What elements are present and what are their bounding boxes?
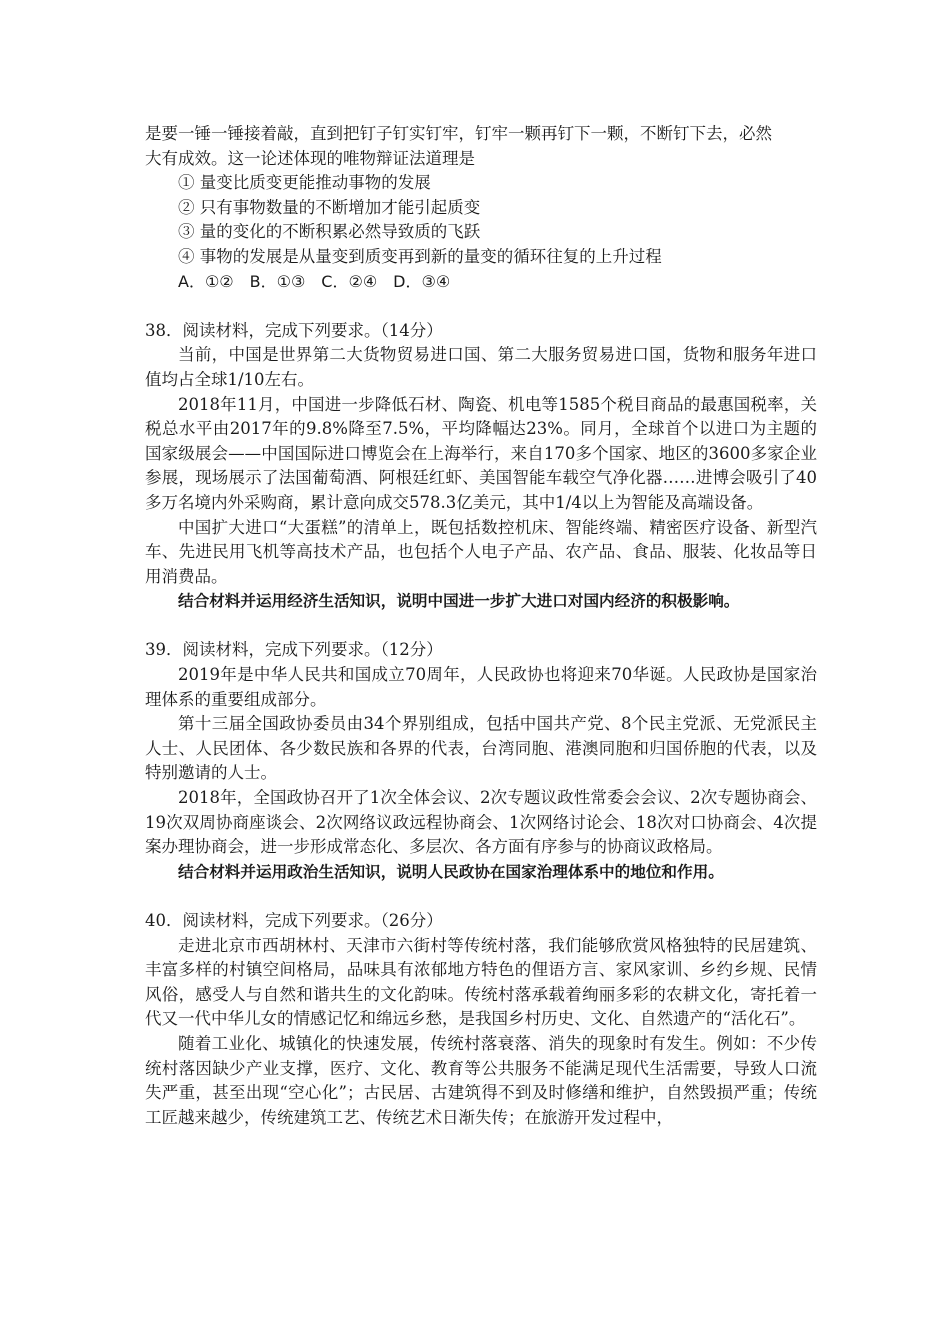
q40-paragraph: 随着工业化、城镇化的快速发展，传统村落衰落、消失的现象时有发生。例如：不少传统村落因缺少产业支撑，医疗、文化、教育等公共服务不能满足现代生活需要，导致人口流失严重，甚至出现“空心化”；古民居、古建筑得不到及时修缮和维护，自然毁损严重；传统工匠越来越少，传统建筑工艺、传统艺术日渐失传；在旅游开发过程中， [145,1033,817,1127]
q39-paragraph: 2019年是中华人民共和国成立70周年，人民政协也将迎来70华诞。人民政协是国家治理体系的重要组成部分。 [145,665,817,709]
q37-stem-line2: 大有成效。这一论述体现的唯物辩证法道理是 [145,148,475,168]
q37-option-3: ③ 量的变化的不断积累必然导致质的飞跃 [178,222,481,242]
spacer [145,614,817,639]
q37-answer-choices: A．①② B．①③ C．②④ D．③④ [178,271,451,291]
q37-stem-line1: 是要一锤一锤接着敲，直到把钉子钉实钉牢，钉牢一颗再钉下一颗，不断钉下去，必然 [145,124,772,143]
q40-heading: 40．阅读材料，完成下列要求。（26分） [145,911,443,930]
q39-task: 结合材料并运用政治生活知识，说明人民政协在国家治理体系中的地位和作用。 [178,862,724,881]
q38-paragraph: 当前，中国是世界第二大货物贸易进口国、第二大服务贸易进口国，货物和服务年进口值均占全球1/10左右。 [145,345,817,389]
q37-option-1: ① 量变比质变更能推动事物的发展 [178,173,431,193]
spacer [145,884,817,909]
page-content [145,122,817,1130]
q40-paragraph: 走进北京市西胡林村、天津市六街村等传统村落，我们能够欣赏风格独特的民居建筑、丰富多样的村镇空间格局，品味具有浓郁地方特色的俚语方言、家风家训、乡约乡规、民情风俗，感受人与自然和谐共生的文化韵味。传统村落承载着绚丽多彩的农耕文化，寄托着一代又一代中华儿女的情感记忆和绵远乡愁，是我国乡村历史、文化、自然遗产的“活化石”。 [145,935,817,1029]
q38-paragraph: 中国扩大进口“大蛋糕”的清单上，既包括数控机床、智能终端、精密医疗设备、新型汽车、先进民用飞机等高技术产品，也包括个人电子产品、农产品、食品、服装、化妆品等日用消费品。 [145,517,817,586]
q39-paragraph: 2018年，全国政协召开了1次全体会议、2次专题议政性常委会会议、2次专题协商会、19次双周协商座谈会、2次网络议政远程协商会、1次网络讨论会、18次对口协商会、4次提案办理协商会，进一步形成常态化、多层次、各方面有序参与的协商议政格局。 [145,788,817,857]
spacer [145,294,817,319]
q37-option-2: ② 只有事物数量的不断增加才能引起质变 [178,197,481,217]
q39-heading: 39．阅读材料，完成下列要求。（12分） [145,640,443,660]
q38-task: 结合材料并运用经济生活知识，说明中国进一步扩大进口对国内经济的积极影响。 [178,592,740,611]
q38-paragraph: 2018年11月，中国进一步降低石材、陶瓷、机电等1585个税目商品的最惠国税率，关税总水平由2017年的9.8%降至7.5%，平均降幅达23%。同月，全球首个以进口为主题的国家级展会——中国国际进口博览会在上海举行，来自170多个国家、地区的3600多家企业参展，现场展示了法国葡萄酒、阿根廷红虾、美国智能车载空气净化器……进博会吸引了40多万名境内外采购商，累计意向成交578.3亿美元，其中1/4以上为智能及高端设备。 [145,394,817,512]
q39-paragraph: 第十三届全国政协委员由34个界别组成，包括中国共产党、8个民主党派、无党派民主人士、人民团体、各少数民族和各界的代表，台湾同胞、港澳同胞和归国侨胞的代表，以及特别邀请的人士。 [145,714,817,783]
q38-heading: 38．阅读材料，完成下列要求。（14分） [145,320,443,340]
q37-option-4: ④ 事物的发展是从量变到质变再到新的量变的循环往复的上升过程 [178,246,662,266]
